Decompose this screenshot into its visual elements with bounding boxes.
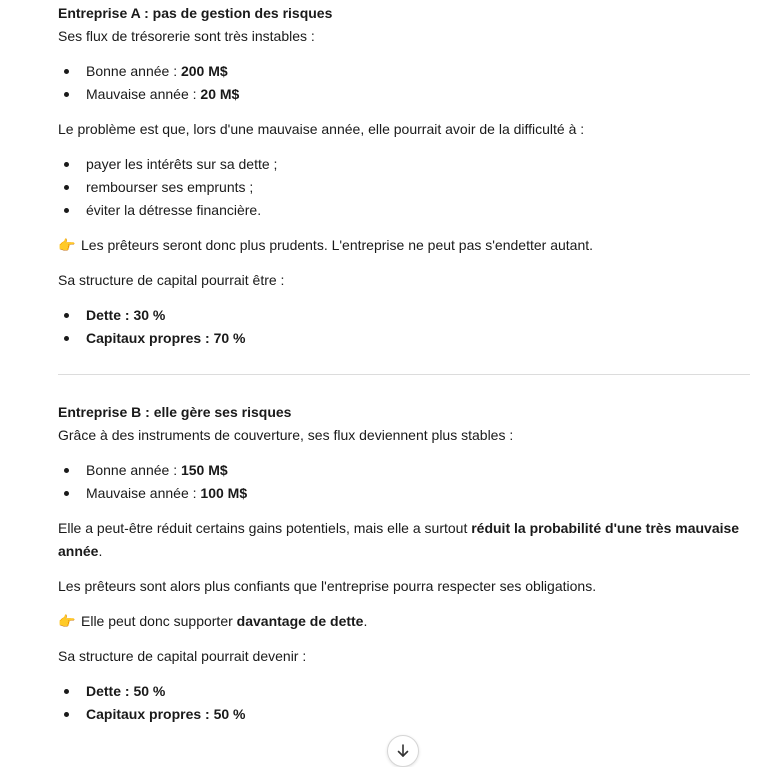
pointing-hand-icon: 👉 xyxy=(58,237,76,253)
message-content xyxy=(58,2,750,738)
list-item: Dette : 50 % xyxy=(58,680,750,703)
list-item: Dette : 30 % xyxy=(58,304,750,327)
list-item: Mauvaise année : 20 M$ xyxy=(58,83,750,106)
list-item: Capitaux propres : 70 % xyxy=(58,327,750,350)
section-b-intro: Grâce à des instruments de couverture, ses flux deviennent plus stables : xyxy=(58,427,514,443)
arrow-down-icon xyxy=(395,743,411,759)
list-item: rembourser ses emprunts ; xyxy=(58,176,750,199)
section-a-problem: Le problème est que, lors d'une mauvaise année, elle pourrait avoir de la difficulté à : xyxy=(58,121,585,137)
section-a-flows-list xyxy=(58,60,750,106)
section-a-capital-intro: Sa structure de capital pourrait être : xyxy=(58,272,285,288)
section-b-capital-list xyxy=(58,680,750,726)
section-b-title: Entreprise B : elle gère ses risques xyxy=(58,404,292,420)
section-a-capital-list xyxy=(58,304,750,350)
section-a-intro: Ses flux de trésorerie sont très instables : xyxy=(58,28,315,44)
section-a-lenders: 👉 Les prêteurs seront donc plus prudents. L'entreprise ne peut pas s'endetter autant. xyxy=(58,234,750,257)
section-a-title: Entreprise A : pas de gestion des risques xyxy=(58,5,333,21)
section-b-support: 👉 Elle peut donc supporter davantage de dette. xyxy=(58,610,750,633)
list-item: éviter la détresse financière. xyxy=(58,199,750,222)
list-item: payer les intérêts sur sa dette ; xyxy=(58,153,750,176)
list-item: Capitaux propres : 50 % xyxy=(58,703,750,726)
list-item: Bonne année : 200 M$ xyxy=(58,60,750,83)
section-divider xyxy=(58,374,750,375)
pointing-hand-icon: 👉 xyxy=(58,613,76,629)
section-b-lenders: Les prêteurs sont alors plus confiants que l'entreprise pourra respecter ses obligations. xyxy=(58,578,597,594)
list-item: Bonne année : 150 M$ xyxy=(58,459,750,482)
section-b-gains: Elle a peut-être réduit certains gains potentiels, mais elle a surtout réduit la probabilité d'une très mauvaise année. xyxy=(58,520,740,559)
section-b-capital-intro: Sa structure de capital pourrait devenir : xyxy=(58,648,307,664)
section-b-flows-list xyxy=(58,459,750,505)
section-a-difficulties-list xyxy=(58,153,750,222)
list-item: Mauvaise année : 100 M$ xyxy=(58,482,750,505)
scroll-to-bottom-button[interactable] xyxy=(387,735,419,767)
